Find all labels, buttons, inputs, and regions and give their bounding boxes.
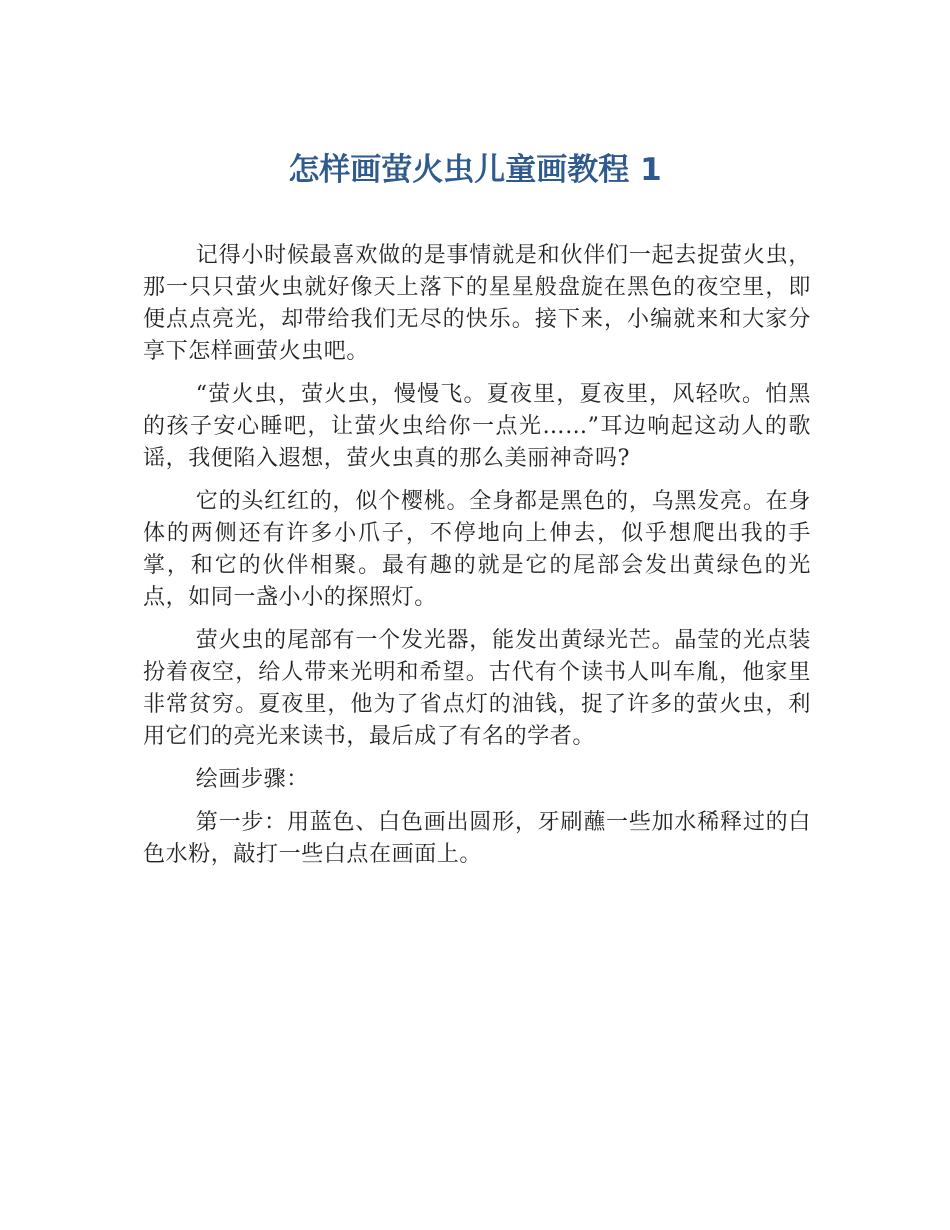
paragraph-step-one: 第一步：用蓝色、白色画出圆形，牙刷蘸一些加水稀释过的白色水粉，敲打一些白点在画面上。 (143, 810, 811, 867)
page-title: 怎样画萤火虫儿童画教程 1 (288, 152, 662, 188)
paragraph-appearance: 它的头红红的，似个樱桃。全身都是黑色的，乌黑发亮。在身体的两侧还有许多小爪子，不停地向上伸去，似乎想爬出我的手掌，和它的伙伴相聚。最有趣的就是它的尾部会发出黄绿色的光点，如同一盏小小的探照灯。 (143, 489, 811, 610)
paragraph-song: “萤火虫，萤火虫，慢慢飞。夏夜里，夏夜里，风轻吹。怕黑的孩子安心睡吧，让萤火虫给你一点光……”耳边响起这动人的歌谣，我便陷入遐想，萤火虫真的那么美丽神奇吗? (143, 382, 811, 471)
paragraph-story: 萤火虫的尾部有一个发光器，能发出黄绿光芒。晶莹的光点装扮着夜空，给人带来光明和希望。古代有个读书人叫车胤，他家里非常贫穷。夏夜里，他为了省点灯的油钱，捉了许多的萤火虫，利用它们的亮光来读书，最后成了有名的学者。 (143, 628, 811, 749)
document-body (143, 240, 811, 882)
paragraph-steps-heading: 绘画步骤： (195, 767, 309, 792)
paragraph-intro: 记得小时候最喜欢做的是事情就是和伙伴们一起去捉萤火虫，那一只只萤火虫就好像天上落下的星星般盘旋在黑色的夜空里，即便点点亮光，却带给我们无尽的快乐。接下来，小编就来和大家分享下怎样画萤火虫吧。 (143, 243, 811, 364)
